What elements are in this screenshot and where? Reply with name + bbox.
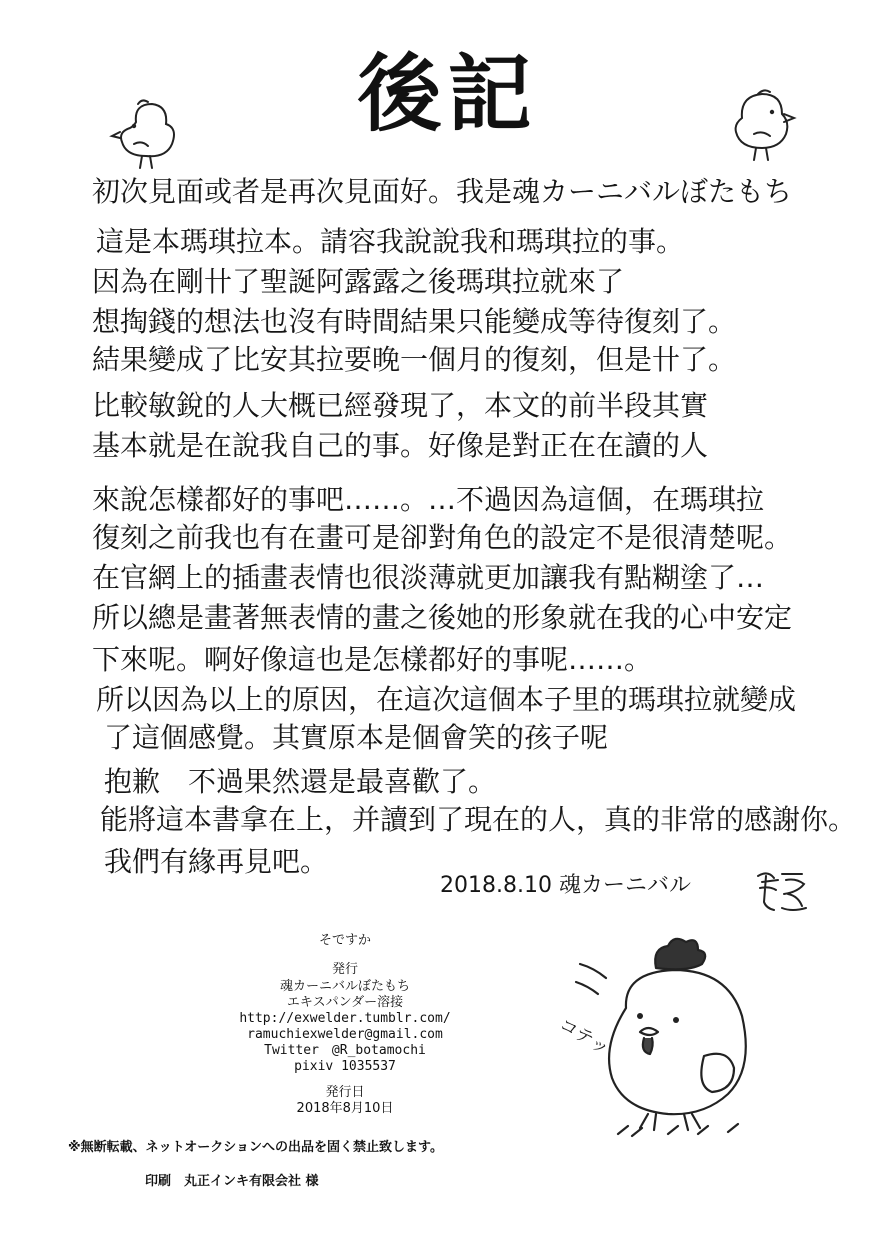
body-line: 我們有緣再見吧。 — [104, 845, 329, 878]
body-line: 所以因為以上的原因，在這次這個本子里的瑪琪拉就變成 — [96, 683, 797, 716]
body-line: 結果變成了比安其拉要晚一個月的復刻，但是卄了。 — [92, 343, 737, 376]
body-line: 下來呢。啊好像這也是怎樣都好的事呢……。 — [92, 643, 653, 676]
rooster-sketch — [528, 928, 818, 1148]
publish-date-label: 発行日 — [325, 1085, 365, 1100]
website-url: http://exwelder.tumblr.com/ — [239, 1011, 451, 1026]
publisher-label: 発行 — [331, 962, 358, 977]
body-line: 了這個感覺。其實原本是個會笑的孩子呢 — [104, 721, 609, 754]
publish-date: 2018年8月10日 — [296, 1101, 394, 1116]
body-line: 想掏錢的想法也沒有時間結果只能變成等待復刻了。 — [92, 305, 737, 338]
body-line: 抱歉 不過果然還是最喜歡了。 — [104, 765, 497, 798]
chick-doodle-icon — [724, 84, 804, 164]
body-line: 這是本瑪琪拉本。請容我說說我和瑪琪拉的事。 — [96, 225, 685, 258]
chick-doodle-icon — [108, 92, 188, 172]
twitter-handle: Twitter @R_botamochi — [264, 1043, 426, 1058]
body-line: 初次見面或者是再次見面好。我是魂カーニバルぼたもち — [92, 175, 793, 208]
rooster-sound-effect: コテッ — [555, 1014, 613, 1060]
body-line: 能將這本書拿在上，并讀到了現在的人，真的非常的感謝你。 — [100, 803, 857, 836]
handwritten-signature-mark — [752, 868, 810, 916]
circle-name: 魂カーニバルぼたもち — [279, 979, 410, 994]
circle-name-2: エキスパンダー溶接 — [286, 995, 404, 1010]
book-title: そですか — [318, 933, 371, 948]
contact-email: ramuchiexwelder@gmail.com — [247, 1027, 443, 1042]
body-line: 在官網上的插畫表情也很淡薄就更加讓我有點糊塗了… — [92, 561, 765, 594]
body-line: 來說怎樣都好的事吧……。…不過因為這個，在瑪琪拉 — [92, 483, 765, 516]
signature-date: 2018.8.10 魂カーニバル — [440, 873, 691, 898]
printer-credit: 印刷 丸正インキ有限会社 様 — [145, 1174, 319, 1189]
body-line: 所以總是畫著無表情的畫之後她的形象就在我的心中安定 — [92, 601, 793, 634]
pixiv-id: pixiv 1035537 — [294, 1059, 396, 1074]
body-line: 比較敏銳的人大概已經發現了，本文的前半段其實 — [92, 389, 709, 422]
reproduction-notice: ※無断転載、ネットオークションへの出品を固く禁止致します。 — [68, 1140, 443, 1155]
page-title: 後記 — [357, 45, 538, 143]
body-line: 因為在剛卄了聖誕阿露露之後瑪琪拉就來了 — [92, 265, 625, 298]
body-line: 復刻之前我也有在畫可是卻對角色的設定不是很清楚呢。 — [92, 521, 793, 554]
body-line: 基本就是在說我自己的事。好像是對正在在讀的人 — [92, 429, 709, 462]
